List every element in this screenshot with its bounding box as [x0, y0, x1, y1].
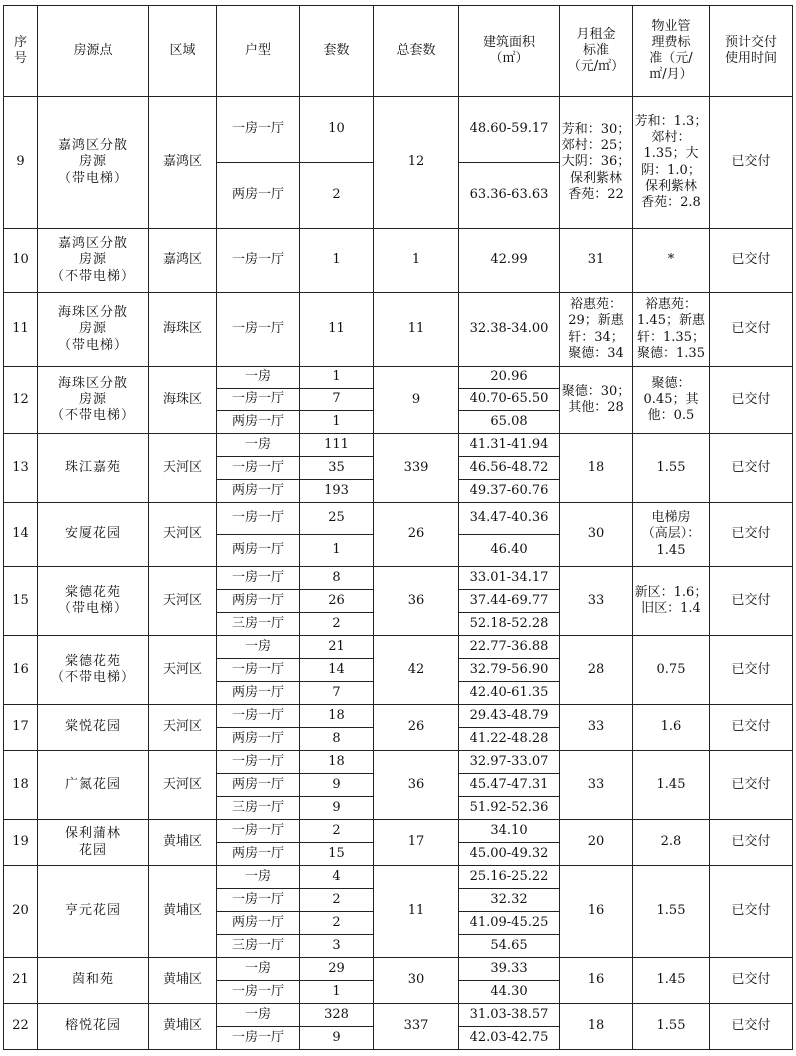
table-row: [4, 958, 793, 981]
row-number: 22: [4, 1004, 38, 1050]
unit-type: 两房一厅: [217, 912, 300, 935]
table-row: [4, 751, 793, 774]
source-name: 棠德花苑 （带电梯）: [38, 567, 149, 636]
total-count: 11: [374, 866, 459, 958]
monthly-rent: 16: [560, 958, 633, 1004]
unit-type: 一房一厅: [217, 229, 300, 293]
floor-area: 34.10: [459, 820, 560, 843]
col-total-header: 总套数: [374, 6, 459, 97]
floor-area: 42.03-42.75: [459, 1027, 560, 1050]
management-fee: *: [633, 229, 710, 293]
unit-count: 111: [300, 434, 374, 457]
unit-type: 两房一厅: [217, 590, 300, 613]
district: 嘉鸿区: [149, 97, 217, 229]
monthly-rent: 16: [560, 866, 633, 958]
unit-count: 21: [300, 636, 374, 659]
unit-type: 一房: [217, 434, 300, 457]
unit-type: 一房一厅: [217, 889, 300, 912]
row-number: 19: [4, 820, 38, 866]
management-fee: 1.55: [633, 1004, 710, 1050]
unit-count: 4: [300, 866, 374, 889]
source-name: 广氮花园: [38, 751, 149, 820]
monthly-rent: 33: [560, 705, 633, 751]
unit-count: 35: [300, 457, 374, 480]
total-count: 337: [374, 1004, 459, 1050]
row-number: 14: [4, 503, 38, 567]
management-fee: 聚德： 0.45；其 他：0.5: [633, 367, 710, 434]
total-count: 17: [374, 820, 459, 866]
floor-area: 25.16-25.22: [459, 866, 560, 889]
total-count: 26: [374, 503, 459, 567]
floor-area: 32.97-33.07: [459, 751, 560, 774]
unit-count: 8: [300, 567, 374, 590]
unit-count: 25: [300, 503, 374, 535]
unit-count: 14: [300, 659, 374, 682]
district: 海珠区: [149, 367, 217, 434]
source-name: 海珠区分散 房源 （带电梯）: [38, 293, 149, 367]
unit-count: 18: [300, 751, 374, 774]
source-name: 棠德花苑 （不带电梯）: [38, 636, 149, 705]
unit-count: 328: [300, 1004, 374, 1027]
housing-table: [3, 5, 793, 1050]
management-fee: 1.6: [633, 705, 710, 751]
source-name: 亨元花园: [38, 866, 149, 958]
unit-type: 一房一厅: [217, 751, 300, 774]
source-name: 安厦花园: [38, 503, 149, 567]
row-number: 21: [4, 958, 38, 1004]
col-source-header: 房源点: [38, 6, 149, 97]
total-count: 1: [374, 229, 459, 293]
floor-area: 32.32: [459, 889, 560, 912]
delivery-status: 已交付: [710, 1004, 793, 1050]
row-number: 12: [4, 367, 38, 434]
col-area-header: 建筑面积 （㎡）: [459, 6, 560, 97]
floor-area: 39.33: [459, 958, 560, 981]
unit-count: 193: [300, 480, 374, 503]
unit-type: 两房一厅: [217, 682, 300, 705]
unit-count: 3: [300, 935, 374, 958]
delivery-status: 已交付: [710, 866, 793, 958]
floor-area: 46.56-48.72: [459, 457, 560, 480]
total-count: 36: [374, 751, 459, 820]
header-row: [4, 6, 793, 97]
monthly-rent: 20: [560, 820, 633, 866]
management-fee: 1.55: [633, 434, 710, 503]
source-name: 海珠区分散 房源 （不带电梯）: [38, 367, 149, 434]
total-count: 339: [374, 434, 459, 503]
monthly-rent: 28: [560, 636, 633, 705]
table-row: [4, 820, 793, 843]
delivery-status: 已交付: [710, 503, 793, 567]
source-name: 茵和苑: [38, 958, 149, 1004]
monthly-rent: 芳和：30； 郊村：25； 大阴：36； 保利紫林 香苑：22: [560, 97, 633, 229]
unit-type: 一房一厅: [217, 1027, 300, 1050]
floor-area: 42.40-61.35: [459, 682, 560, 705]
unit-count: 9: [300, 797, 374, 820]
unit-count: 2: [300, 613, 374, 636]
delivery-status: 已交付: [710, 820, 793, 866]
unit-count: 10: [300, 97, 374, 163]
floor-area: 48.60-59.17: [459, 97, 560, 163]
total-count: 30: [374, 958, 459, 1004]
table-header: [4, 6, 793, 97]
unit-count: 1: [300, 367, 374, 389]
row-number: 16: [4, 636, 38, 705]
management-fee: 1.45: [633, 958, 710, 1004]
unit-type: 一房: [217, 958, 300, 981]
management-fee: 芳和：1.3； 郊村： 1.35；大 阴：1.0； 保利紫林 香苑：2.8: [633, 97, 710, 229]
floor-area: 42.99: [459, 229, 560, 293]
col-delivery-header: 预计交付 使用时间: [710, 6, 793, 97]
delivery-status: 已交付: [710, 705, 793, 751]
unit-type: 两房一厅: [217, 843, 300, 866]
management-fee: 裕惠苑： 1.45；新惠 轩：1.35； 聚德：1.35: [633, 293, 710, 367]
unit-count: 18: [300, 705, 374, 728]
district: 黄埔区: [149, 820, 217, 866]
unit-type: 一房一厅: [217, 820, 300, 843]
unit-type: 一房一厅: [217, 293, 300, 367]
delivery-status: 已交付: [710, 97, 793, 229]
delivery-status: 已交付: [710, 293, 793, 367]
floor-area: 51.92-52.36: [459, 797, 560, 820]
table-row: [4, 293, 793, 367]
unit-type: 一房: [217, 367, 300, 389]
total-count: 12: [374, 97, 459, 229]
floor-area: 37.44-69.77: [459, 590, 560, 613]
floor-area: 31.03-38.57: [459, 1004, 560, 1027]
floor-area: 65.08: [459, 411, 560, 434]
row-number: 20: [4, 866, 38, 958]
unit-type: 三房一厅: [217, 613, 300, 636]
management-fee: 0.75: [633, 636, 710, 705]
total-count: 9: [374, 367, 459, 434]
source-name: 嘉鸿区分散 房源 （带电梯）: [38, 97, 149, 229]
unit-type: 两房一厅: [217, 774, 300, 797]
unit-type: 一房一厅: [217, 457, 300, 480]
district: 天河区: [149, 567, 217, 636]
unit-count: 11: [300, 293, 374, 367]
monthly-rent: 30: [560, 503, 633, 567]
unit-count: 1: [300, 981, 374, 1004]
delivery-status: 已交付: [710, 751, 793, 820]
unit-count: 8: [300, 728, 374, 751]
unit-count: 1: [300, 229, 374, 293]
table-row: [4, 567, 793, 590]
district: 黄埔区: [149, 866, 217, 958]
district: 天河区: [149, 503, 217, 567]
district: 海珠区: [149, 293, 217, 367]
unit-count: 1: [300, 411, 374, 434]
delivery-status: 已交付: [710, 567, 793, 636]
district: 黄埔区: [149, 958, 217, 1004]
table-row: [4, 229, 793, 293]
management-fee: 1.45: [633, 751, 710, 820]
monthly-rent: 33: [560, 751, 633, 820]
floor-area: 32.79-56.90: [459, 659, 560, 682]
table-row: [4, 636, 793, 659]
row-number: 15: [4, 567, 38, 636]
unit-count: 7: [300, 682, 374, 705]
table-row: [4, 503, 793, 535]
floor-area: 52.18-52.28: [459, 613, 560, 636]
management-fee: 1.55: [633, 866, 710, 958]
table-row: [4, 1004, 793, 1027]
unit-count: 2: [300, 912, 374, 935]
row-number: 18: [4, 751, 38, 820]
unit-count: 2: [300, 820, 374, 843]
district: 嘉鸿区: [149, 229, 217, 293]
total-count: 42: [374, 636, 459, 705]
table-row: [4, 866, 793, 889]
unit-type: 三房一厅: [217, 797, 300, 820]
delivery-status: 已交付: [710, 958, 793, 1004]
table-row: [4, 97, 793, 163]
floor-area: 63.36-63.63: [459, 163, 560, 229]
table-row: [4, 434, 793, 457]
unit-count: 29: [300, 958, 374, 981]
delivery-status: 已交付: [710, 367, 793, 434]
total-count: 11: [374, 293, 459, 367]
floor-area: 45.47-47.31: [459, 774, 560, 797]
floor-area: 41.22-48.28: [459, 728, 560, 751]
delivery-status: 已交付: [710, 636, 793, 705]
unit-type: 两房一厅: [217, 163, 300, 229]
col-unit-type-header: 户型: [217, 6, 300, 97]
floor-area: 34.47-40.36: [459, 503, 560, 535]
unit-type: 三房一厅: [217, 935, 300, 958]
row-number: 10: [4, 229, 38, 293]
source-name: 棠悦花园: [38, 705, 149, 751]
unit-type: 一房一厅: [217, 705, 300, 728]
unit-type: 两房一厅: [217, 411, 300, 434]
col-rent-header: 月租金 标准 （元/㎡）: [560, 6, 633, 97]
unit-count: 9: [300, 774, 374, 797]
total-count: 26: [374, 705, 459, 751]
floor-area: 20.96: [459, 367, 560, 389]
row-number: 17: [4, 705, 38, 751]
unit-count: 7: [300, 389, 374, 411]
unit-type: 一房: [217, 866, 300, 889]
col-no-header: 序 号: [4, 6, 38, 97]
monthly-rent: 18: [560, 1004, 633, 1050]
floor-area: 41.31-41.94: [459, 434, 560, 457]
district: 黄埔区: [149, 1004, 217, 1050]
table-body: [4, 97, 793, 1050]
table-row: [4, 367, 793, 389]
source-name: 嘉鸿区分散 房源 （不带电梯）: [38, 229, 149, 293]
table-row: [4, 705, 793, 728]
unit-count: 2: [300, 889, 374, 912]
col-district-header: 区域: [149, 6, 217, 97]
district: 天河区: [149, 434, 217, 503]
source-name: 榕悦花园: [38, 1004, 149, 1050]
row-number: 9: [4, 97, 38, 229]
monthly-rent: 33: [560, 567, 633, 636]
floor-area: 22.77-36.88: [459, 636, 560, 659]
floor-area: 46.40: [459, 535, 560, 567]
unit-type: 一房一厅: [217, 503, 300, 535]
unit-count: 9: [300, 1027, 374, 1050]
row-number: 13: [4, 434, 38, 503]
row-number: 11: [4, 293, 38, 367]
unit-type: 一房一厅: [217, 659, 300, 682]
total-count: 36: [374, 567, 459, 636]
unit-type: 一房一厅: [217, 981, 300, 1004]
monthly-rent: 18: [560, 434, 633, 503]
unit-count: 26: [300, 590, 374, 613]
monthly-rent: 裕惠苑： 29；新惠 轩：34； 聚德：34: [560, 293, 633, 367]
col-fee-header: 物业管 理费标 准（元/ ㎡/月）: [633, 6, 710, 97]
floor-area: 41.09-45.25: [459, 912, 560, 935]
floor-area: 54.65: [459, 935, 560, 958]
unit-type: 一房一厅: [217, 567, 300, 590]
floor-area: 33.01-34.17: [459, 567, 560, 590]
unit-count: 15: [300, 843, 374, 866]
district: 天河区: [149, 751, 217, 820]
floor-area: 45.00-49.32: [459, 843, 560, 866]
unit-type: 一房: [217, 636, 300, 659]
source-name: 保利蒲林 花园: [38, 820, 149, 866]
district: 天河区: [149, 636, 217, 705]
management-fee: 电梯房 （高层）： 1.45: [633, 503, 710, 567]
col-count-header: 套数: [300, 6, 374, 97]
delivery-status: 已交付: [710, 434, 793, 503]
unit-type: 两房一厅: [217, 535, 300, 567]
floor-area: 32.38-34.00: [459, 293, 560, 367]
source-name: 珠江嘉苑: [38, 434, 149, 503]
delivery-status: 已交付: [710, 229, 793, 293]
unit-type: 一房一厅: [217, 97, 300, 163]
monthly-rent: 31: [560, 229, 633, 293]
floor-area: 40.70-65.50: [459, 389, 560, 411]
unit-type: 两房一厅: [217, 728, 300, 751]
unit-count: 2: [300, 163, 374, 229]
management-fee: 新区：1.6； 旧区：1.4: [633, 567, 710, 636]
unit-type: 两房一厅: [217, 480, 300, 503]
unit-type: 一房一厅: [217, 389, 300, 411]
floor-area: 49.37-60.76: [459, 480, 560, 503]
management-fee: 2.8: [633, 820, 710, 866]
district: 天河区: [149, 705, 217, 751]
floor-area: 29.43-48.79: [459, 705, 560, 728]
unit-type: 一房: [217, 1004, 300, 1027]
floor-area: 44.30: [459, 981, 560, 1004]
monthly-rent: 聚德：30； 其他：28: [560, 367, 633, 434]
unit-count: 1: [300, 535, 374, 567]
